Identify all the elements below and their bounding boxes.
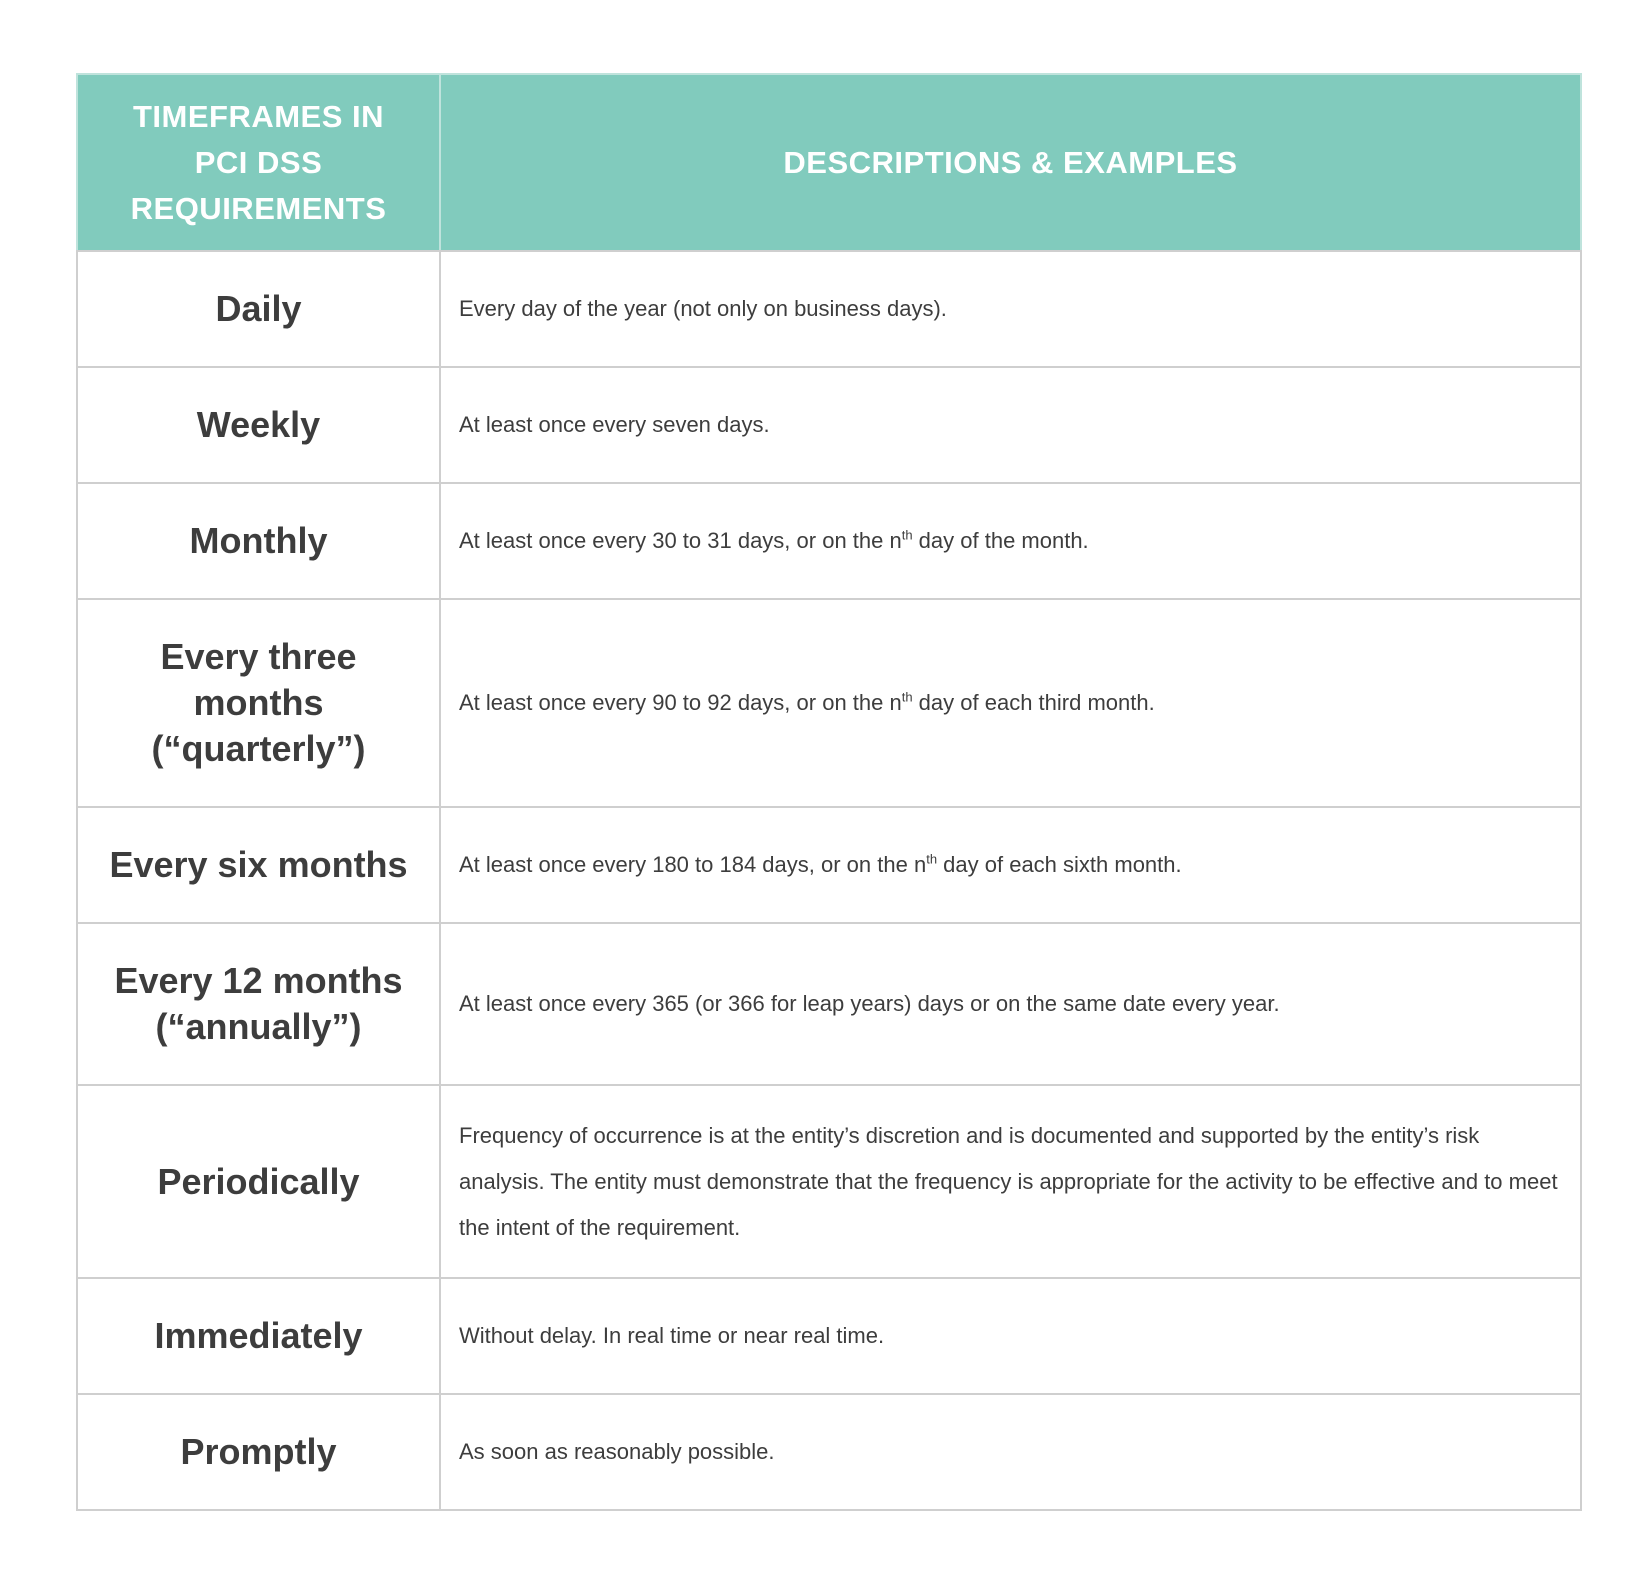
timeframes-table-container: [76, 73, 1580, 1511]
ordinal-suffix: th: [901, 689, 913, 705]
table-row: [77, 251, 1581, 367]
table-body: [77, 251, 1581, 1510]
timeframes-table: [76, 73, 1582, 1511]
row-term: Periodically: [77, 1085, 440, 1278]
row-description: [440, 807, 1581, 923]
row-term: Every six months: [77, 807, 440, 923]
table-row: [77, 1278, 1581, 1394]
row-description: At least once every 365 (or 366 for leap years) days or on the same date every year.: [440, 923, 1581, 1085]
header-descriptions: DESCRIPTIONS & EXAMPLES: [440, 74, 1581, 251]
table-row: [77, 923, 1581, 1085]
description-text: At least once every 180 to 184 days, or on the n: [459, 852, 927, 877]
ordinal-suffix: th: [926, 851, 938, 867]
ordinal-suffix: th: [901, 527, 913, 543]
row-description: As soon as reasonably possible.: [440, 1394, 1581, 1510]
table-row: [77, 483, 1581, 599]
table-row: [77, 807, 1581, 923]
row-description: At least once every seven days.: [440, 367, 1581, 483]
row-term: Every three months (“quarterly”): [77, 599, 440, 807]
description-text: day of each third month.: [912, 690, 1155, 715]
row-term: Immediately: [77, 1278, 440, 1394]
header-timeframes: TIMEFRAMES IN PCI DSS REQUIREMENTS: [77, 74, 440, 251]
row-term: Daily: [77, 251, 440, 367]
row-term: Promptly: [77, 1394, 440, 1510]
table-row: [77, 599, 1581, 807]
description-text: day of each sixth month.: [937, 852, 1182, 877]
description-text: At least once every 30 to 31 days, or on the n: [459, 528, 902, 553]
row-term: Monthly: [77, 483, 440, 599]
row-description: Without delay. In real time or near real time.: [440, 1278, 1581, 1394]
row-description: Every day of the year (not only on business days).: [440, 251, 1581, 367]
table-header: [77, 74, 1581, 251]
table-row: [77, 1394, 1581, 1510]
row-term: Weekly: [77, 367, 440, 483]
row-description: [440, 599, 1581, 807]
row-term: Every 12 months (“annually”): [77, 923, 440, 1085]
header-row: [77, 74, 1581, 251]
description-text: At least once every 90 to 92 days, or on the n: [459, 690, 902, 715]
description-text: day of the month.: [912, 528, 1089, 553]
table-row: [77, 1085, 1581, 1278]
table-row: [77, 367, 1581, 483]
row-description: [440, 483, 1581, 599]
row-description: Frequency of occurrence is at the entity’s discretion and is documented and supported by the entity’s risk analysis. The entity must demonstrate that the frequency is appropriate for the activity to be effective and to meet the intent of the requirement.: [440, 1085, 1581, 1278]
